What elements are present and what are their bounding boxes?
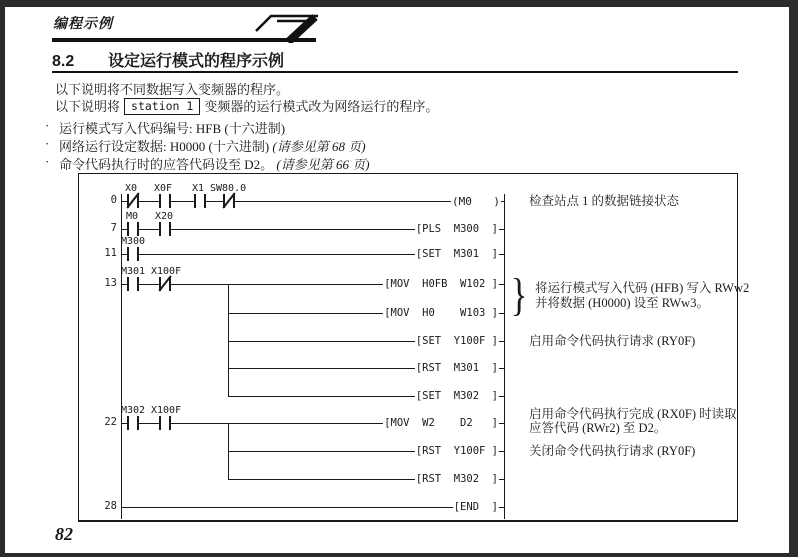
station-label: station 1 xyxy=(124,98,200,115)
contact-label: M0 xyxy=(126,211,139,222)
bullet-2-ref: (请参见第 68 页) xyxy=(272,139,366,154)
instruction-rst-m302: [RST M302 ] xyxy=(415,473,498,485)
contact-label: X100F xyxy=(151,266,182,277)
scan-edge-left xyxy=(0,0,5,557)
bullet-dot: · xyxy=(45,154,50,169)
rung-number: 11 xyxy=(104,247,117,259)
bullet-2-text: 网络运行设定数据: H0000 (十六进制) xyxy=(59,139,270,154)
rung-line xyxy=(121,507,504,508)
branch-line xyxy=(228,284,229,396)
coil-open: (M0 xyxy=(452,195,472,208)
no-contact xyxy=(127,416,139,430)
nc-contact xyxy=(223,194,235,208)
contact-label: X0F xyxy=(154,183,173,194)
no-contact xyxy=(127,247,139,261)
ladder-diagram xyxy=(78,173,750,522)
bullet-3-ref: (请参见第 66 页) xyxy=(276,157,370,172)
rung-number: 7 xyxy=(110,222,117,234)
bullet-3-text: 命令代码执行时的应答代码设至 D2。 xyxy=(59,157,274,172)
no-contact xyxy=(159,222,171,236)
nc-contact xyxy=(127,194,139,208)
contact-label: M301 xyxy=(121,266,146,277)
instruction-set-m302: [SET M302 ] xyxy=(415,390,498,402)
instruction-mov-h0-w103: [MOV H0 W103 ] xyxy=(384,307,498,319)
intro-line-2-prefix: 以下说明将 xyxy=(55,99,121,114)
bullet-dot: · xyxy=(45,136,50,151)
rung-number: 13 xyxy=(104,277,117,289)
rung-number: 28 xyxy=(104,500,117,512)
instruction-end: [END ] xyxy=(453,501,498,513)
annotation-enable-request: 启用命令代码执行请求 (RY0F) xyxy=(529,334,696,348)
contact-label: X1 xyxy=(192,183,205,194)
no-contact xyxy=(194,194,206,208)
nc-contact xyxy=(159,277,171,291)
header-rule xyxy=(52,38,316,42)
annotation-read-reply-line2: 应答代码 (RWr2) 至 D2。 xyxy=(529,421,667,435)
bullet-1 xyxy=(59,118,285,137)
intro-line-2-suffix: 变频器的运行模式改为网络运行的程序。 xyxy=(204,99,439,114)
bullet-3 xyxy=(59,154,370,173)
instruction-mov-w2-d2: [MOV W2 D2 ] xyxy=(384,417,498,429)
annotation-close-request: 关闭命令代码执行请求 (RY0F) xyxy=(529,444,696,458)
nc-slash xyxy=(126,192,139,208)
no-contact xyxy=(127,277,139,291)
right-bus-bar xyxy=(504,194,505,519)
instruction-set-y100f: [SET Y100F ] xyxy=(415,335,498,347)
page-number: 82 xyxy=(55,524,73,544)
rung-number: 22 xyxy=(104,416,117,428)
page-background xyxy=(5,7,789,553)
rung-number: 0 xyxy=(110,194,117,206)
instruction-mov-h0fb-w102: [MOV H0FB W102 ] xyxy=(384,278,498,290)
rung-line xyxy=(121,201,504,202)
section-number: 8.2 xyxy=(52,53,75,70)
no-contact xyxy=(159,416,171,430)
bullet-1-text: 运行模式写入代码编号: HFB (十六进制) xyxy=(59,121,286,136)
intro-line-2 xyxy=(55,96,438,115)
nc-slash xyxy=(158,275,171,291)
intro-line-1: 以下说明将不同数据写入变频器的程序。 xyxy=(55,82,290,97)
section-underline xyxy=(52,71,738,73)
scan-edge-right xyxy=(789,0,798,557)
annotation-write-code-line2: 并将数据 (H0000) 设至 RWw3。 xyxy=(535,296,709,310)
annotation-data-link-check: 检查站点 1 的数据链接状态 xyxy=(529,194,680,208)
scan-edge-bottom xyxy=(0,553,798,557)
contact-label: M300 xyxy=(121,236,146,247)
instruction-rst-m301: [RST M301 ] xyxy=(415,362,498,374)
bullet-dot: · xyxy=(45,118,50,133)
annotation-brace: } xyxy=(510,269,528,320)
nc-slash xyxy=(222,192,235,208)
contact-label: M302 xyxy=(121,405,146,416)
contact-label: SW80.0 xyxy=(210,183,247,194)
bullet-2 xyxy=(59,136,366,155)
no-contact xyxy=(159,194,171,208)
instruction-pls-m300: [PLS M300 ] xyxy=(415,223,498,235)
no-contact xyxy=(127,222,139,236)
coil-close: ) xyxy=(493,195,500,208)
instruction-rst-y100f: [RST Y100F ] xyxy=(415,445,498,457)
annotation-write-code-line1: 将运行模式写入代码 (HFB) 写入 RWw2 xyxy=(535,281,750,295)
output-coil-m0 xyxy=(451,195,501,208)
section-title: 设定运行模式的程序示例 xyxy=(108,53,285,70)
scan-edge-top xyxy=(0,0,798,7)
running-header-title: 编程示例 xyxy=(53,17,113,32)
contact-label: X0 xyxy=(125,183,138,194)
instruction-set-m301: [SET M301 ] xyxy=(415,248,498,260)
section-heading xyxy=(52,48,738,71)
contact-label: X20 xyxy=(155,211,174,222)
contact-label: X100F xyxy=(151,405,182,416)
annotation-read-reply-line1: 启用命令代码执行完成 (RX0F) 时读取 xyxy=(529,407,737,421)
